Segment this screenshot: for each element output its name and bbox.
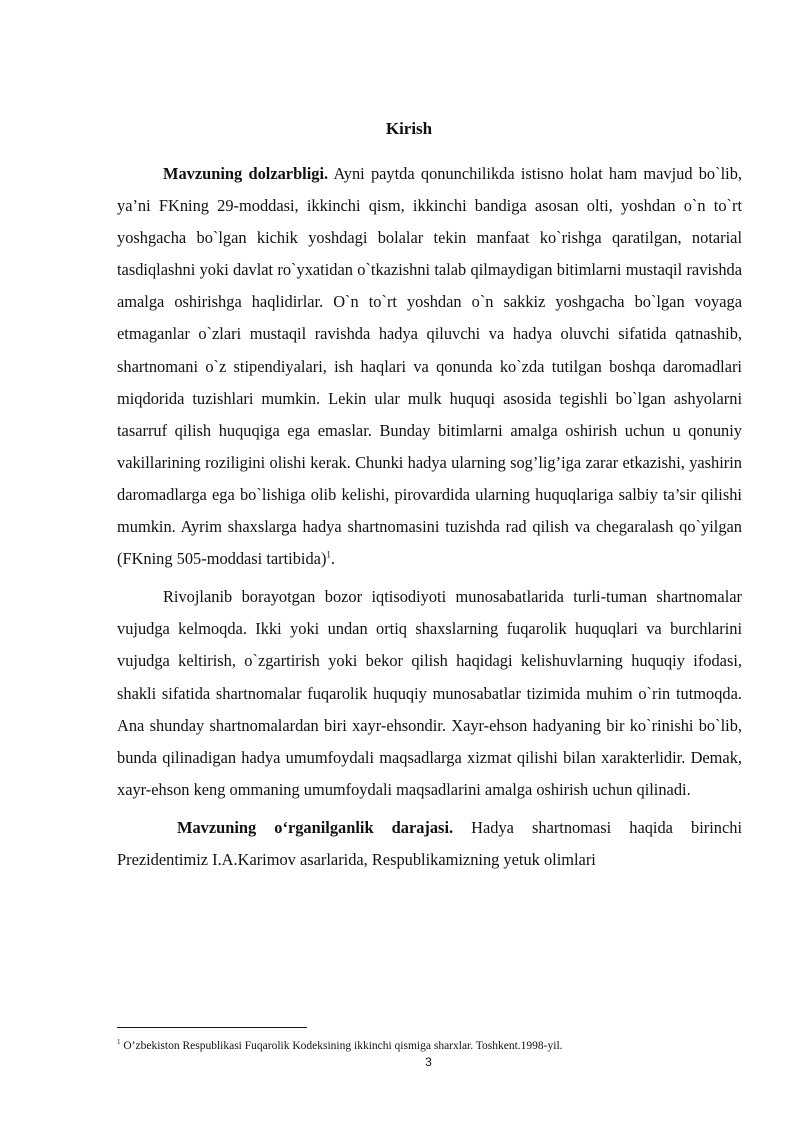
paragraph-tail: .: [330, 549, 336, 569]
page-number: 3: [425, 1055, 432, 1069]
paragraph-relevance: [117, 158, 742, 575]
footnote: [117, 1039, 757, 1053]
paragraph-market: [117, 581, 742, 806]
paragraph-study-level: [117, 812, 742, 876]
footnote-divider: [117, 1027, 307, 1028]
footnote-reference[interactable]: 1: [326, 549, 331, 560]
paragraph-text: Hadya shartnomasi haqida birinchi Prezidentimiz I.A.Karimov asarlarida, Respublikamizning yetuk olimlari: [117, 817, 742, 869]
section-heading: Kirish: [385, 119, 433, 138]
paragraph-lead: Mavzuning o‘rganilganlik darajasi.: [177, 817, 454, 837]
footnote-text: O’zbekiston Respublikasi Fuqarolik Kodeksining ikkinchi qismiga sharxlar. Toshkent.1998-yil.: [120, 1040, 563, 1052]
paragraph-text: Ayni paytda qonunchilikda istisno holat ham mavjud bo`lib, ya’ni FKning 29-moddasi, ikkinchi qism, ikkinchi bandiga asosan olti, yoshdan o`n to`rt yoshgacha bo`lgan kichik yoshdagi bolalar tekin manfaat ko`rishga qaratilgan, notarial tasdiqlashni yoki davlat ro`yxatidan o`tkazishni talab qilmaydigan bitimlarni mustaqil ravishda amalga oshirishga haqlidirlar. O`n to`rt yoshdan o`n sakkiz yoshgacha bo`lgan voyaga etmaganlar o`zlari mustaqil ravishda hadya qiluvchi va hadya oluvchi sifatida qatnashib, shartnomani o`z stipendiyalari, ish haqlari va qonunda ko`zda tutilgan boshqa daromadlari miqdorida tuzishlari mumkin. Lekin ular mulk huquqi asosida tegishli bo`lgan ashyolarni tasarruf qilish huquqiga ega emaslar. Bunday bitimlarni amalga oshirish uchun u qonuniy vakillarining roziligini olishi kerak. Chunki hadya ularning sog’lig’iga zarar etkazishi, yashirin daromadlarga ega bo`lishiga olib kelishi, pirovardida ularning huquqlariga salbiy ta’sir qilishi mumkin. Ayrim shaxslarga hadya shartnomasini tuzishda rad qilish va chegaralash qo`yilgan (FKning 505-moddasi tartibida): [117, 164, 742, 569]
body-text: [117, 158, 742, 882]
paragraph-lead: Mavzuning dolzarbligi.: [163, 164, 329, 183]
paragraph-text: Rivojlanib borayotgan bozor iqtisodiyoti munosabatlarida turli-tuman shartnomalar vujudga kelmoqda. Ikki yoki undan ortiq shaxslarning fuqarolik huquqlari va burchlarini vujudga keltirish, o`zgartirish yoki bekor qilish haqidagi kelishuvlarning huquqiy ifodasi, shakli sifatida shartnomalar fuqarolik huquqiy munosabatlar tizimida muhim o`rin tutmoqda. Ana shunday shartnomalardan biri xayr-ehsondir. Xayr-ehson hadyaning bir ko`rinishi bo`lib, bunda qilinadigan hadya umumfoydali maqsadlarga xizmat qilishi bilan xarakterlidir. Demak, xayr-ehson keng ommaning umumfoydali maqsadlarini amalga oshirish uchun qilinadi.: [117, 587, 742, 799]
footnote-marker: 1: [117, 1038, 121, 1047]
